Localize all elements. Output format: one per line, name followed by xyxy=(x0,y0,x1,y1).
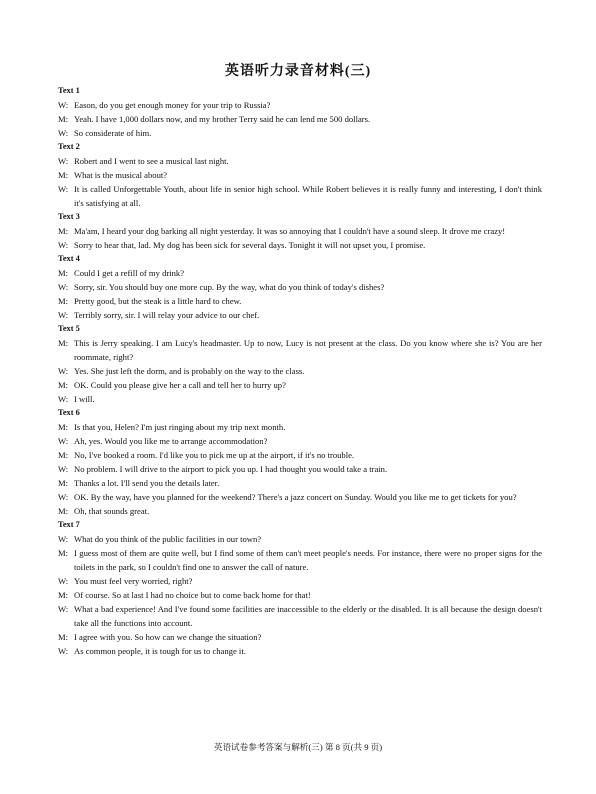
dialogue-line xyxy=(58,602,542,630)
section-label: Text 1 xyxy=(58,86,80,95)
dialogue-text: Eason, do you get enough money for your trip to Russia? xyxy=(74,100,271,110)
speaker-label: M: xyxy=(58,114,69,124)
dialogue-text: Is that you, Helen? I'm just ringing about my trip next month. xyxy=(74,422,286,432)
dialogue-text: You must feel very worried, right? xyxy=(74,576,193,586)
speaker-label: M: xyxy=(58,506,69,516)
dialogue-text: Sorry to hear that, lad. My dog has been sick for several days. Tonight it will not upset you, I promise. xyxy=(74,240,426,250)
section-label: Text 2 xyxy=(58,142,80,151)
speaker-label: W: xyxy=(58,492,69,502)
speaker-label: W: xyxy=(58,464,69,474)
dialogue-line xyxy=(58,630,542,644)
dialogue-line xyxy=(58,644,542,658)
dialogue-line xyxy=(58,224,542,238)
dialogue-line xyxy=(58,546,542,574)
dialogue-text: I will. xyxy=(74,394,95,404)
dialogue-line xyxy=(58,280,542,294)
speaker-label: W: xyxy=(58,366,69,376)
dialogue-text: This is Jerry speaking. I am Lucy's headmaster. Up to now, Lucy is not present at the class. Do you know where she is? You are her roommate, right? xyxy=(74,338,542,362)
page-footer: 英语试卷参考答案与解析(三) 第 8 页(共 9 页) xyxy=(213,742,383,752)
speaker-label: M: xyxy=(58,226,69,236)
speaker-label: M: xyxy=(58,632,69,642)
speaker-label: M: xyxy=(58,548,69,558)
dialogue-text: Yeah. I have 1,000 dollars now, and my brother Terry said he can lend me 500 dollars. xyxy=(74,114,371,124)
speaker-label: W: xyxy=(58,282,69,292)
dialogue-line xyxy=(58,574,542,588)
speaker-label: M: xyxy=(58,478,69,488)
dialogue-line xyxy=(58,588,542,602)
dialogue-line xyxy=(58,532,542,546)
speaker-label: W: xyxy=(58,576,69,586)
speaker-label: W: xyxy=(58,604,69,614)
dialogue-text: Pretty good, but the steak is a little hard to chew. xyxy=(74,296,242,306)
dialogue-line xyxy=(58,168,542,182)
speaker-label: W: xyxy=(58,646,69,656)
section-label: Text 4 xyxy=(58,254,80,263)
dialogue-line xyxy=(58,266,542,280)
speaker-label: M: xyxy=(58,268,69,278)
dialogue-line xyxy=(58,420,542,434)
dialogue-line xyxy=(58,448,542,462)
section-label: Text 7 xyxy=(58,520,80,529)
dialogue-line xyxy=(58,294,542,308)
dialogue-text: It is called Unforgettable Youth, about life in senior high school. While Robert believes it is really funny and interesting, I don't think it's satisfying at all. xyxy=(74,184,542,208)
speaker-label: W: xyxy=(58,100,69,110)
dialogue-text: Yes. She just left the dorm, and is probably on the way to the class. xyxy=(74,366,305,376)
dialogue-text: OK. By the way, have you planned for the weekend? There's a jazz concert on Sunday. Would you like me to get tickets for you? xyxy=(74,492,517,502)
dialogue-line xyxy=(58,392,542,406)
section-label: Text 3 xyxy=(58,212,80,221)
dialogue-line xyxy=(58,126,542,140)
dialogue-text: What is the musical about? xyxy=(74,170,168,180)
dialogue-text: I guess most of them are quite well, but I find some of them can't meet people's needs. For instance, there were no proper signs for the toilets in the park, so I couldn't find one to answer the call of nature. xyxy=(74,548,542,572)
dialogue-line xyxy=(58,308,542,322)
dialogue-text: Ah, yes. Would you like me to arrange accommodation? xyxy=(74,436,268,446)
dialogue-line xyxy=(58,336,542,364)
section-label: Text 5 xyxy=(58,324,80,333)
dialogue-text: Thanks a lot. I'll send you the details later. xyxy=(74,478,220,488)
speaker-label: W: xyxy=(58,128,69,138)
dialogue-text: No, I've booked a room. I'd like you to pick me up at the airport, if it's no trouble. xyxy=(74,450,355,460)
dialogue-text: Of course. So at last I had no choice but to come back home for that! xyxy=(74,590,311,600)
speaker-label: W: xyxy=(58,184,69,194)
dialogue-line xyxy=(58,504,542,518)
dialogue-text: Ma'am, I heard your dog barking all night yesterday. It was so annoying that I couldn't have a sound sleep. It drove me crazy! xyxy=(74,226,506,236)
speaker-label: M: xyxy=(58,590,69,600)
page-title: 英语听力录音材料(三) xyxy=(224,64,372,79)
dialogue-text: Oh, that sounds great. xyxy=(74,506,150,516)
dialogue-line xyxy=(58,476,542,490)
transcript-body xyxy=(58,84,542,658)
dialogue-text: No problem. I will drive to the airport to pick you up. I had thought you would take a train. xyxy=(74,464,388,474)
dialogue-line xyxy=(58,490,542,504)
dialogue-line xyxy=(58,98,542,112)
speaker-label: M: xyxy=(58,422,69,432)
speaker-label: M: xyxy=(58,296,69,306)
speaker-label: W: xyxy=(58,240,69,250)
dialogue-text: Sorry, sir. You should buy one more cup. By the way, what do you think of today's dishes? xyxy=(74,282,385,292)
speaker-label: M: xyxy=(58,338,69,348)
speaker-label: W: xyxy=(58,534,69,544)
dialogue-text: Terribly sorry, sir. I will relay your advice to our chef. xyxy=(74,310,260,320)
section-label: Text 6 xyxy=(58,408,80,417)
dialogue-line xyxy=(58,364,542,378)
dialogue-text: OK. Could you please give her a call and tell her to hurry up? xyxy=(74,380,286,390)
dialogue-line xyxy=(58,378,542,392)
dialogue-text: As common people, it is tough for us to change it. xyxy=(74,646,246,656)
dialogue-text: So considerate of him. xyxy=(74,128,152,138)
speaker-label: W: xyxy=(58,156,69,166)
speaker-label: M: xyxy=(58,450,69,460)
dialogue-line xyxy=(58,112,542,126)
speaker-label: W: xyxy=(58,310,69,320)
dialogue-text: I agree with you. So how can we change the situation? xyxy=(74,632,262,642)
dialogue-line xyxy=(58,182,542,210)
dialogue-text: What a bad experience! And I've found some facilities are inaccessible to the elderly or the disabled. It is all because the design doesn't take all the functions into account. xyxy=(74,604,542,628)
dialogue-line xyxy=(58,434,542,448)
dialogue-line xyxy=(58,462,542,476)
speaker-label: W: xyxy=(58,394,69,404)
dialogue-line xyxy=(58,238,542,252)
dialogue-text: What do you think of the public facilities in our town? xyxy=(74,534,262,544)
dialogue-text: Robert and I went to see a musical last night. xyxy=(74,156,229,166)
dialogue-line xyxy=(58,154,542,168)
speaker-label: W: xyxy=(58,436,69,446)
dialogue-text: Could I get a refill of my drink? xyxy=(74,268,185,278)
speaker-label: M: xyxy=(58,380,69,390)
speaker-label: M: xyxy=(58,170,69,180)
